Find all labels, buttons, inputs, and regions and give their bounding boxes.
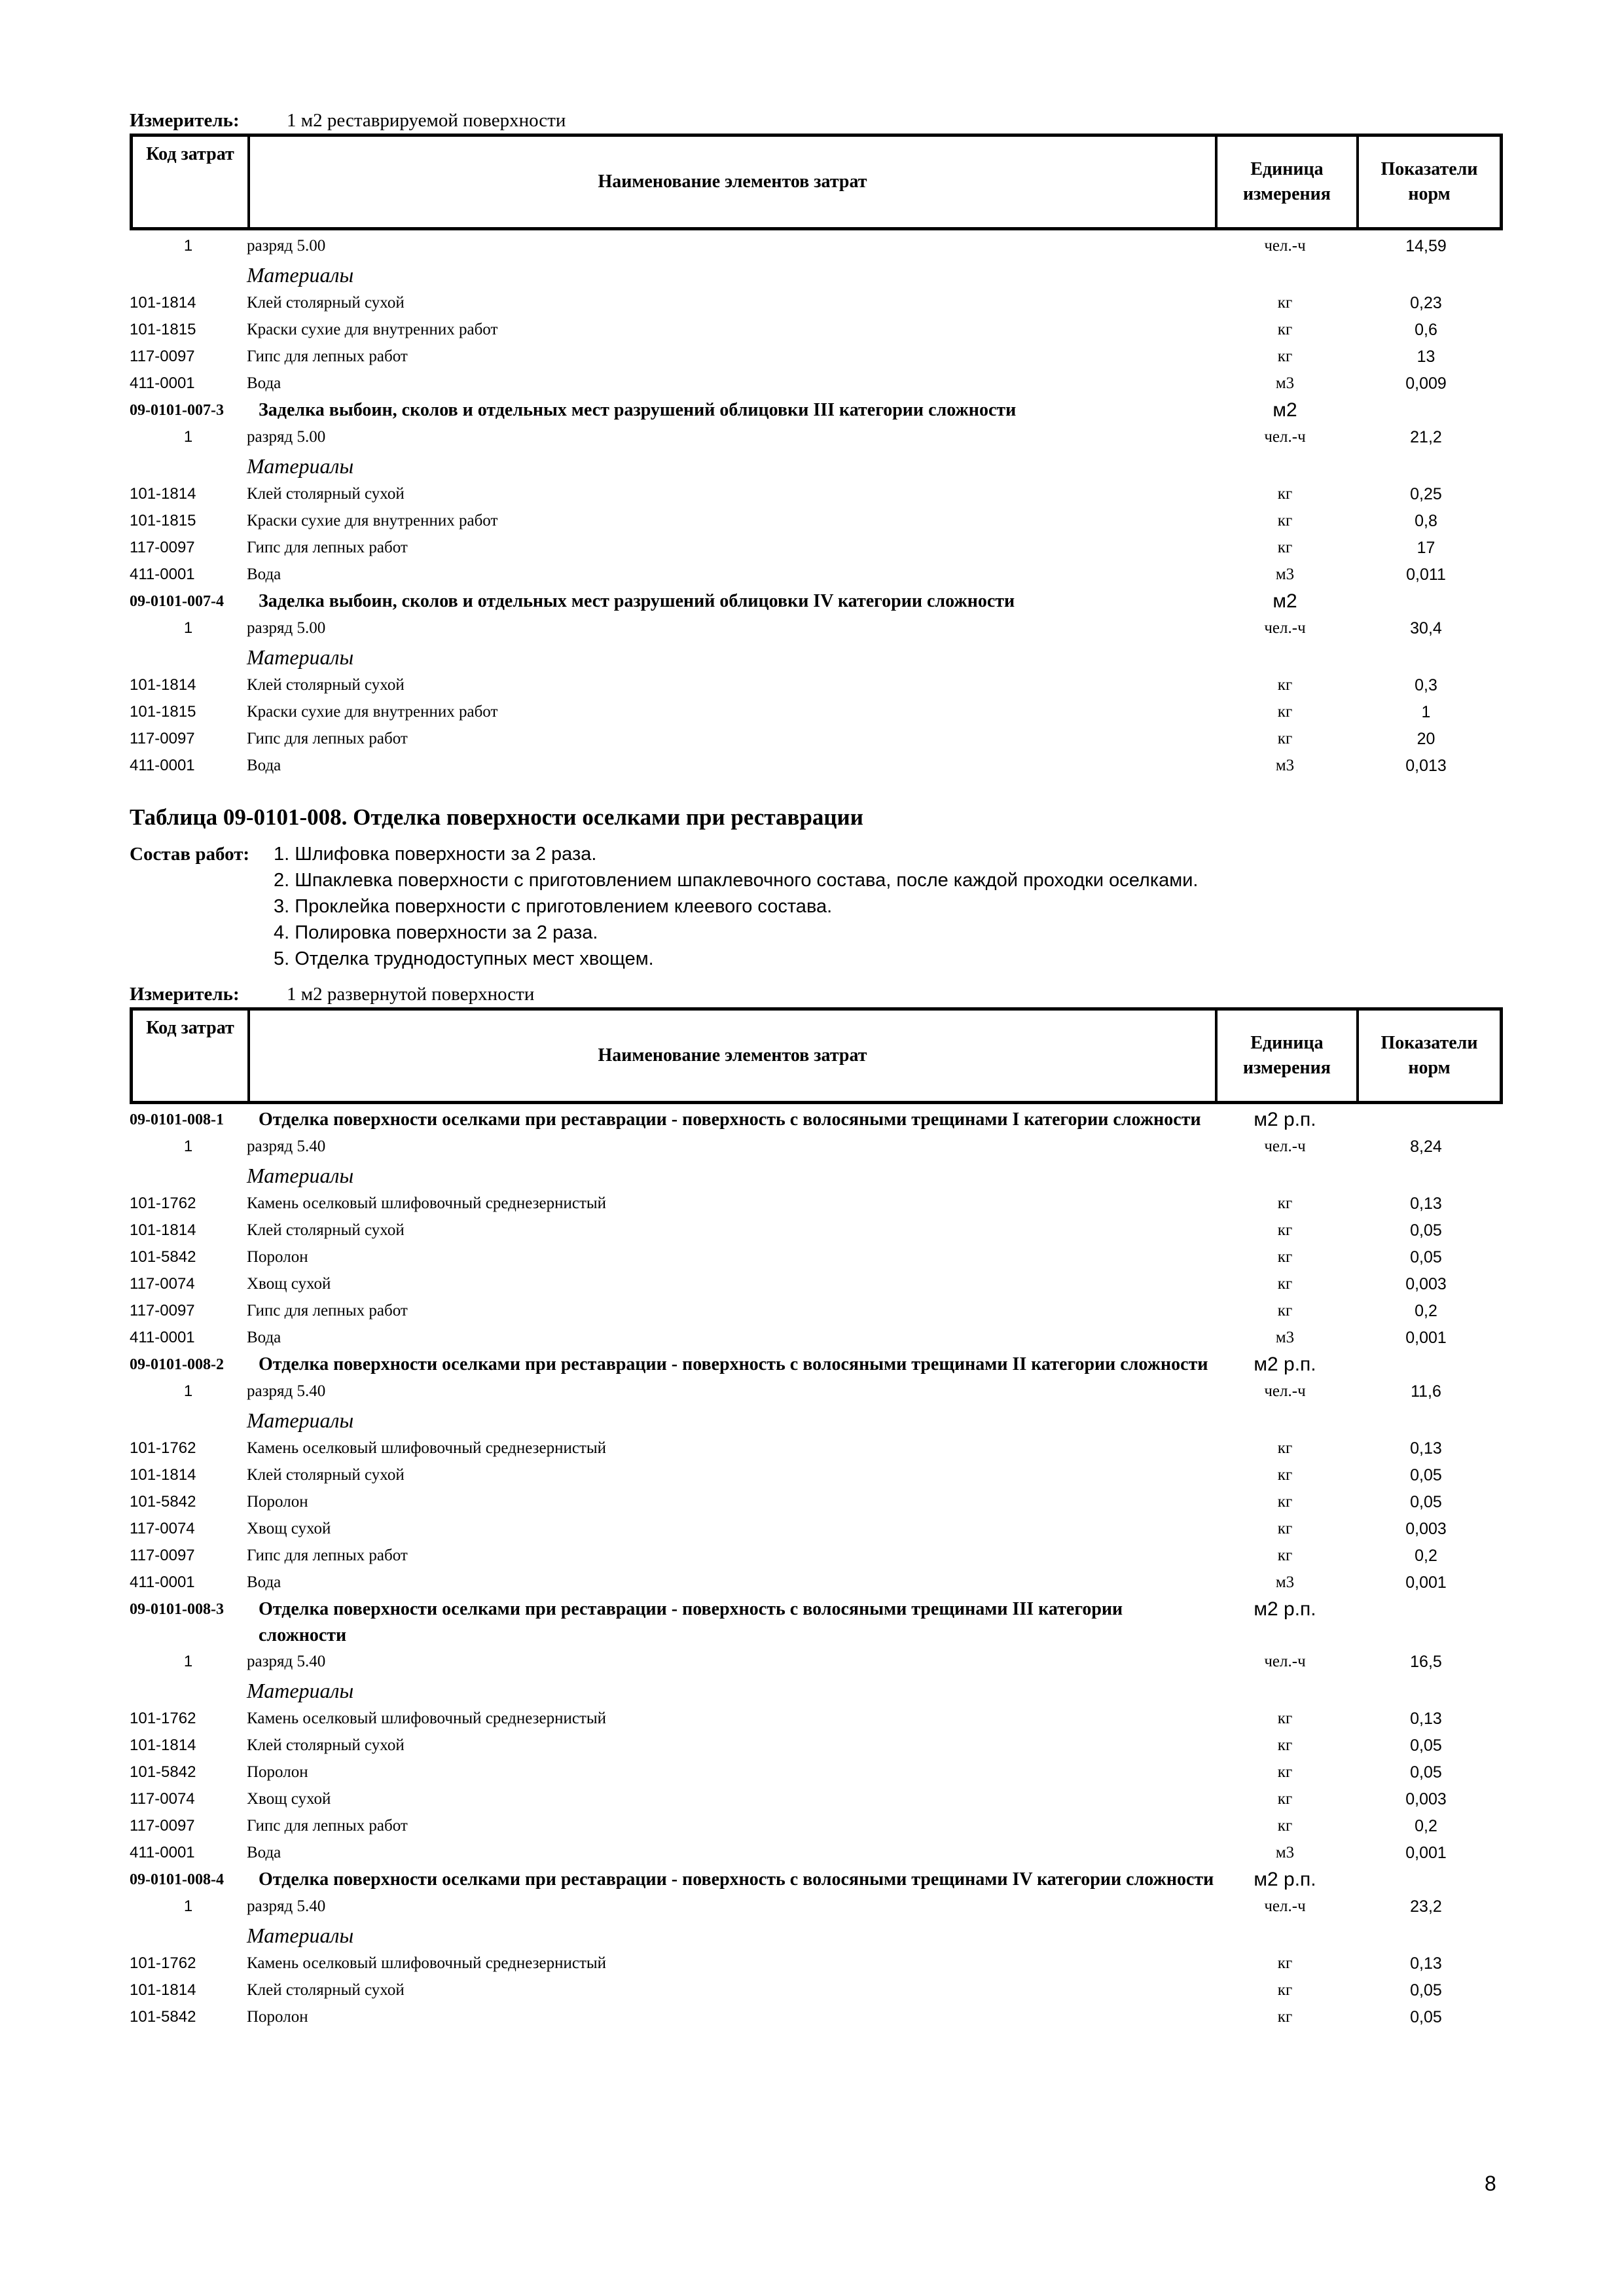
cell-norm: 0,05 (1410, 1736, 1442, 1755)
cell-code: 1 (183, 1897, 193, 1915)
cell-norm: 11,6 (1411, 1382, 1441, 1401)
cell-name: Хвощ сухой (247, 1275, 331, 1293)
materials-heading-row (130, 642, 1503, 672)
cell-name: Гипс для лепных работ (247, 348, 408, 365)
cell-norm: 0,13 (1410, 1439, 1442, 1458)
cell-unit: чел.-ч (1264, 428, 1306, 446)
cell-unit: кг (1277, 1954, 1293, 1972)
cell-code: 101-1762 (130, 1954, 196, 1972)
material-row (130, 535, 1503, 562)
cell-unit: кг (1277, 1302, 1293, 1319)
cell-code: 117-0097 (130, 348, 195, 365)
material-row (130, 1191, 1503, 1217)
material-row (130, 508, 1503, 535)
cell-code: 101-1814 (130, 676, 196, 694)
cell-name: Отделка поверхности оселками при реставрации - поверхность с волосяными трещинами II категории сложности (259, 1354, 1208, 1374)
cell-name: Вода (247, 1844, 281, 1861)
cell-code: 101-1762 (130, 1439, 196, 1457)
measure-value: 1 м2 реставрируемой поверхности (287, 110, 566, 131)
header-code: Код затрат (133, 137, 250, 227)
cell-name: Клей столярный сухой (247, 1981, 405, 1999)
cell-unit: кг (1277, 1493, 1293, 1511)
table-header (130, 134, 1503, 230)
materials-heading-row (130, 260, 1503, 290)
cell-unit: м3 (1275, 565, 1295, 583)
material-row (130, 1435, 1503, 1462)
cell-name: Клей столярный сухой (247, 1221, 405, 1239)
cell-code: 09-0101-007-4 (130, 593, 224, 610)
cell-name: разряд 5.00 (247, 428, 326, 446)
labor-row (130, 1893, 1503, 1920)
material-row (130, 562, 1503, 588)
labor-row (130, 424, 1503, 451)
material-row (130, 1298, 1503, 1325)
material-row (130, 317, 1503, 344)
cell-name: Камень оселковый шлифовочный среднезернистый (247, 1710, 607, 1727)
cell-norm: 0,05 (1410, 1763, 1442, 1782)
cell-name: Клей столярный сухой (247, 294, 405, 312)
cell-norm: 17 (1416, 539, 1435, 557)
cell-name: Материалы (247, 1164, 354, 1187)
cell-norm: 0,13 (1410, 1954, 1442, 1973)
cell-unit: кг (1277, 294, 1293, 312)
cell-unit: чел.-ч (1264, 1382, 1306, 1400)
cell-name: Гипс для лепных работ (247, 1817, 408, 1835)
material-row (130, 1271, 1503, 1298)
cell-code: 1 (183, 1138, 193, 1155)
cell-unit: кг (1277, 485, 1293, 503)
measure-label: Измеритель: (130, 984, 240, 1005)
header-code: Код затрат (133, 1011, 250, 1101)
cell-norm: 0,05 (1410, 1981, 1442, 2000)
cell-norm: 13 (1416, 348, 1435, 366)
cell-norm: 0,05 (1410, 1493, 1442, 1511)
measure-line (130, 981, 1503, 1007)
cell-name: Материалы (247, 645, 354, 669)
cell-unit: м3 (1275, 1844, 1295, 1861)
material-row (130, 726, 1503, 753)
cell-name: Заделка выбоин, сколов и отдельных мест разрушений облицовки III категории сложности (259, 400, 1017, 420)
cell-code: 1 (183, 1653, 193, 1670)
materials-heading-row (130, 1676, 1503, 1706)
cell-name: Клей столярный сухой (247, 1736, 405, 1754)
cell-name: Отделка поверхности оселками при реставрации - поверхность с волосяными трещинами IV категории сложности (259, 1869, 1214, 1890)
cell-name: разряд 5.40 (247, 1653, 326, 1670)
works-item: 5. Отделка труднодоступных мест хвощем. (274, 948, 654, 969)
cell-norm: 20 (1416, 730, 1435, 748)
cell-code: 1 (183, 619, 193, 637)
cell-code: 101-1814 (130, 1736, 196, 1754)
cell-unit: кг (1277, 1248, 1293, 1266)
cell-unit: кг (1277, 1547, 1293, 1564)
cell-code: 101-5842 (130, 1493, 196, 1511)
measure-label: Измеритель: (130, 110, 240, 131)
cell-norm: 0,013 (1405, 757, 1447, 775)
cell-unit: кг (1277, 1736, 1293, 1754)
cell-unit: м3 (1275, 374, 1295, 392)
cell-name: Хвощ сухой (247, 1520, 331, 1537)
cell-unit: м2 р.п. (1254, 1869, 1316, 1890)
cell-name: Хвощ сухой (247, 1790, 331, 1808)
cell-code: 09-0101-008-2 (130, 1356, 224, 1373)
cell-norm: 0,25 (1410, 485, 1442, 503)
material-row (130, 1813, 1503, 1840)
cell-norm: 1 (1421, 703, 1431, 721)
cell-name: Гипс для лепных работ (247, 730, 408, 747)
cell-name: Клей столярный сухой (247, 1466, 405, 1484)
material-row (130, 1325, 1503, 1352)
cell-unit: кг (1277, 703, 1293, 721)
material-row (130, 1732, 1503, 1759)
cell-name: разряд 5.00 (247, 237, 326, 255)
cell-code: 101-5842 (130, 2008, 196, 2026)
cell-name: Клей столярный сухой (247, 676, 405, 694)
cell-name: Материалы (247, 454, 354, 478)
cell-name: разряд 5.00 (247, 619, 326, 637)
cell-norm: 0,23 (1410, 294, 1442, 312)
material-row (130, 1543, 1503, 1570)
section-title: Таблица 09-0101-008. Отделка поверхности оселками при реставрации (130, 804, 863, 830)
cell-code: 117-0074 (130, 1790, 195, 1808)
cell-unit: кг (1277, 2008, 1293, 2026)
cell-unit: м2 р.п. (1254, 1354, 1316, 1375)
material-row (130, 1244, 1503, 1271)
cell-code: 101-5842 (130, 1248, 196, 1266)
work-composition (130, 841, 1503, 972)
cell-name: Вода (247, 1329, 281, 1346)
cell-norm: 0,001 (1405, 1329, 1447, 1347)
cell-norm: 0,05 (1410, 1466, 1442, 1484)
material-row (130, 1840, 1503, 1867)
cell-code: 117-0074 (130, 1520, 195, 1537)
cell-name: Камень оселковый шлифовочный среднезернистый (247, 1439, 607, 1457)
header-unit: Единица измерения (1218, 1011, 1359, 1101)
cell-code: 09-0101-008-3 (130, 1601, 224, 1618)
cell-unit: кг (1277, 321, 1293, 338)
material-row (130, 290, 1503, 317)
cell-norm: 0,13 (1410, 1710, 1442, 1728)
cell-code: 101-5842 (130, 1763, 196, 1781)
cell-unit: кг (1277, 1710, 1293, 1727)
cell-norm: 0,003 (1405, 1790, 1447, 1808)
material-row (130, 699, 1503, 726)
cell-code: 1 (183, 1382, 193, 1400)
cell-code: 09-0101-007-3 (130, 402, 224, 419)
header-name: Наименование элементов затрат (250, 1011, 1218, 1101)
cell-unit: кг (1277, 1194, 1293, 1212)
cell-code: 101-1815 (130, 321, 196, 338)
cell-norm: 0,3 (1415, 676, 1437, 694)
measure-value: 1 м2 развернутой поверхности (287, 984, 535, 1005)
cell-unit: кг (1277, 1221, 1293, 1239)
materials-heading-row (130, 1405, 1503, 1435)
cell-unit: м3 (1275, 757, 1295, 774)
cell-code: 411-0001 (130, 374, 195, 392)
norm-item-row (130, 1596, 1503, 1649)
cell-name: Материалы (247, 1924, 354, 1947)
material-row (130, 2004, 1503, 2031)
cell-code: 411-0001 (130, 1329, 195, 1346)
cell-unit: м2 р.п. (1254, 1109, 1316, 1130)
cell-unit: кг (1277, 1439, 1293, 1457)
cell-unit: кг (1277, 1763, 1293, 1781)
material-row (130, 481, 1503, 508)
works-item: 2. Шпаклевка поверхности с приготовлением шпаклевочного состава, после каждой проходки оселками. (274, 870, 1199, 891)
material-row (130, 1977, 1503, 2004)
cell-unit: чел.-ч (1264, 1897, 1306, 1915)
cell-norm: 0,05 (1410, 1248, 1442, 1266)
materials-heading-row (130, 1920, 1503, 1950)
cell-unit: кг (1277, 1275, 1293, 1293)
cell-unit: м2 (1272, 399, 1297, 421)
cell-unit: м2 р.п. (1254, 1598, 1316, 1620)
header-norm: Показатели норм (1380, 1033, 1478, 1078)
cell-name: Материалы (247, 263, 354, 287)
cell-code: 411-0001 (130, 565, 195, 583)
cell-code: 1 (183, 428, 193, 446)
materials-heading-row (130, 1160, 1503, 1191)
cell-unit: кг (1277, 1981, 1293, 1999)
cell-name: Материалы (247, 1408, 354, 1432)
cell-norm: 21,2 (1410, 428, 1442, 446)
cell-unit: кг (1277, 539, 1293, 556)
works-item: 4. Полировка поверхности за 2 раза. (274, 922, 598, 943)
header-unit: Единица измерения (1218, 137, 1359, 227)
works-item: 3. Проклейка поверхности с приготовлением клеевого состава. (274, 896, 833, 917)
labor-row (130, 233, 1503, 260)
cell-norm: 0,2 (1415, 1547, 1437, 1565)
cell-unit: чел.-ч (1264, 619, 1306, 637)
cell-unit: м3 (1275, 1573, 1295, 1591)
cell-norm: 0,001 (1405, 1573, 1447, 1592)
cell-code: 117-0074 (130, 1275, 195, 1293)
norm-item-row (130, 588, 1503, 615)
cell-norm: 16,5 (1410, 1653, 1442, 1671)
works-label: Состав работ: (130, 844, 250, 865)
cell-code: 411-0001 (130, 1844, 195, 1861)
material-row (130, 1759, 1503, 1786)
cell-unit: чел.-ч (1264, 237, 1306, 255)
cell-name: разряд 5.40 (247, 1897, 326, 1915)
material-row (130, 1786, 1503, 1813)
cell-code: 101-1814 (130, 1221, 196, 1239)
cell-unit: кг (1277, 1520, 1293, 1537)
cell-code: 101-1814 (130, 1466, 196, 1484)
cell-unit: кг (1277, 730, 1293, 747)
cell-code: 101-1814 (130, 485, 196, 503)
cell-code: 101-1814 (130, 1981, 196, 1999)
cell-name: Краски сухие для внутренних работ (247, 703, 498, 721)
cell-code: 117-0097 (130, 539, 195, 556)
cell-norm: 0,003 (1405, 1520, 1447, 1538)
table-header (130, 1007, 1503, 1104)
cell-name: Отделка поверхности оселками при реставрации - поверхность с волосяными трещинами III категории сложности (259, 1599, 1123, 1645)
cell-code: 101-1762 (130, 1710, 196, 1727)
material-row (130, 1489, 1503, 1516)
norm-item-row (130, 1107, 1503, 1134)
cell-code: 101-1815 (130, 703, 196, 721)
norm-item-row (130, 1867, 1503, 1893)
cell-code: 117-0097 (130, 1302, 195, 1319)
cell-name: Клей столярный сухой (247, 485, 405, 503)
cell-code: 09-0101-008-4 (130, 1871, 224, 1888)
cell-code: 101-1815 (130, 512, 196, 529)
cell-name: Отделка поверхности оселками при реставрации - поверхность с волосяными трещинами I категории сложности (259, 1109, 1201, 1130)
page-number: 8 (1485, 2172, 1496, 2195)
cell-norm: 0,001 (1405, 1844, 1447, 1862)
cell-name: Гипс для лепных работ (247, 1547, 408, 1564)
material-row (130, 370, 1503, 397)
cell-code: 101-1762 (130, 1194, 196, 1212)
works-item: 1. Шлифовка поверхности за 2 раза. (274, 844, 597, 865)
cell-unit: кг (1277, 1790, 1293, 1808)
material-row (130, 1706, 1503, 1732)
cell-code: 411-0001 (130, 757, 195, 774)
material-row (130, 672, 1503, 699)
cell-code: 117-0097 (130, 1547, 195, 1564)
cell-norm: 0,003 (1405, 1275, 1447, 1293)
cell-name: Камень оселковый шлифовочный среднезернистый (247, 1954, 607, 1972)
labor-row (130, 1134, 1503, 1160)
cell-unit: м2 (1272, 590, 1297, 612)
cell-unit: чел.-ч (1264, 1138, 1306, 1155)
cell-name: Поролон (247, 2008, 308, 2026)
cell-norm: 0,6 (1415, 321, 1437, 339)
cell-name: Поролон (247, 1493, 308, 1511)
cell-norm: 30,4 (1410, 619, 1442, 637)
labor-row (130, 615, 1503, 642)
cell-norm: 23,2 (1410, 1897, 1442, 1916)
labor-row (130, 1649, 1503, 1676)
materials-heading-row (130, 451, 1503, 481)
cell-norm: 14,59 (1405, 237, 1447, 255)
cell-code: 411-0001 (130, 1573, 195, 1591)
cell-name: Вода (247, 757, 281, 774)
cell-unit: м3 (1275, 1329, 1295, 1346)
labor-row (130, 1378, 1503, 1405)
cell-name: Вода (247, 1573, 281, 1591)
cell-code: 117-0097 (130, 1817, 195, 1835)
header-norm: Показатели норм (1380, 159, 1478, 204)
material-row (130, 344, 1503, 370)
cell-name: Заделка выбоин, сколов и отдельных мест разрушений облицовки IV категории сложности (259, 591, 1015, 611)
cell-norm: 0,009 (1405, 374, 1447, 393)
measure-line (130, 107, 1503, 134)
cell-unit: кг (1277, 1466, 1293, 1484)
cell-code: 09-0101-008-1 (130, 1111, 224, 1128)
cell-name: Гипс для лепных работ (247, 539, 408, 556)
cell-name: Поролон (247, 1248, 308, 1266)
cell-code: 101-1814 (130, 294, 196, 312)
material-row (130, 753, 1503, 780)
cell-name: Камень оселковый шлифовочный среднезернистый (247, 1194, 607, 1212)
material-row (130, 1570, 1503, 1596)
cell-unit: кг (1277, 1817, 1293, 1835)
cell-name: разряд 5.40 (247, 1138, 326, 1155)
cell-name: Краски сухие для внутренних работ (247, 512, 498, 529)
material-row (130, 1516, 1503, 1543)
cell-norm: 0,13 (1410, 1194, 1442, 1213)
cell-norm: 8,24 (1410, 1138, 1442, 1156)
cell-name: Краски сухие для внутренних работ (247, 321, 498, 338)
material-row (130, 1217, 1503, 1244)
norm-item-row (130, 1352, 1503, 1378)
cell-name: Поролон (247, 1763, 308, 1781)
cell-norm: 0,011 (1406, 565, 1446, 584)
norm-item-row (130, 397, 1503, 424)
cell-norm: 0,05 (1410, 1221, 1442, 1240)
cell-norm: 0,05 (1410, 2008, 1442, 2026)
cell-norm: 0,2 (1415, 1302, 1437, 1320)
material-row (130, 1462, 1503, 1489)
cell-unit: чел.-ч (1264, 1653, 1306, 1670)
works-list (274, 841, 1199, 972)
cell-code: 117-0097 (130, 730, 195, 747)
cell-name: Гипс для лепных работ (247, 1302, 408, 1319)
cell-unit: кг (1277, 676, 1293, 694)
cell-code: 1 (183, 237, 193, 255)
document-page (130, 98, 1503, 2031)
cell-name: Вода (247, 565, 281, 583)
cell-norm: 0,2 (1415, 1817, 1437, 1835)
cell-unit: кг (1277, 512, 1293, 529)
cell-name: Вода (247, 374, 281, 392)
header-name: Наименование элементов затрат (250, 137, 1218, 227)
cell-name: Материалы (247, 1679, 354, 1702)
cell-norm: 0,8 (1415, 512, 1437, 530)
cell-unit: кг (1277, 348, 1293, 365)
material-row (130, 1950, 1503, 1977)
cell-name: разряд 5.40 (247, 1382, 326, 1400)
